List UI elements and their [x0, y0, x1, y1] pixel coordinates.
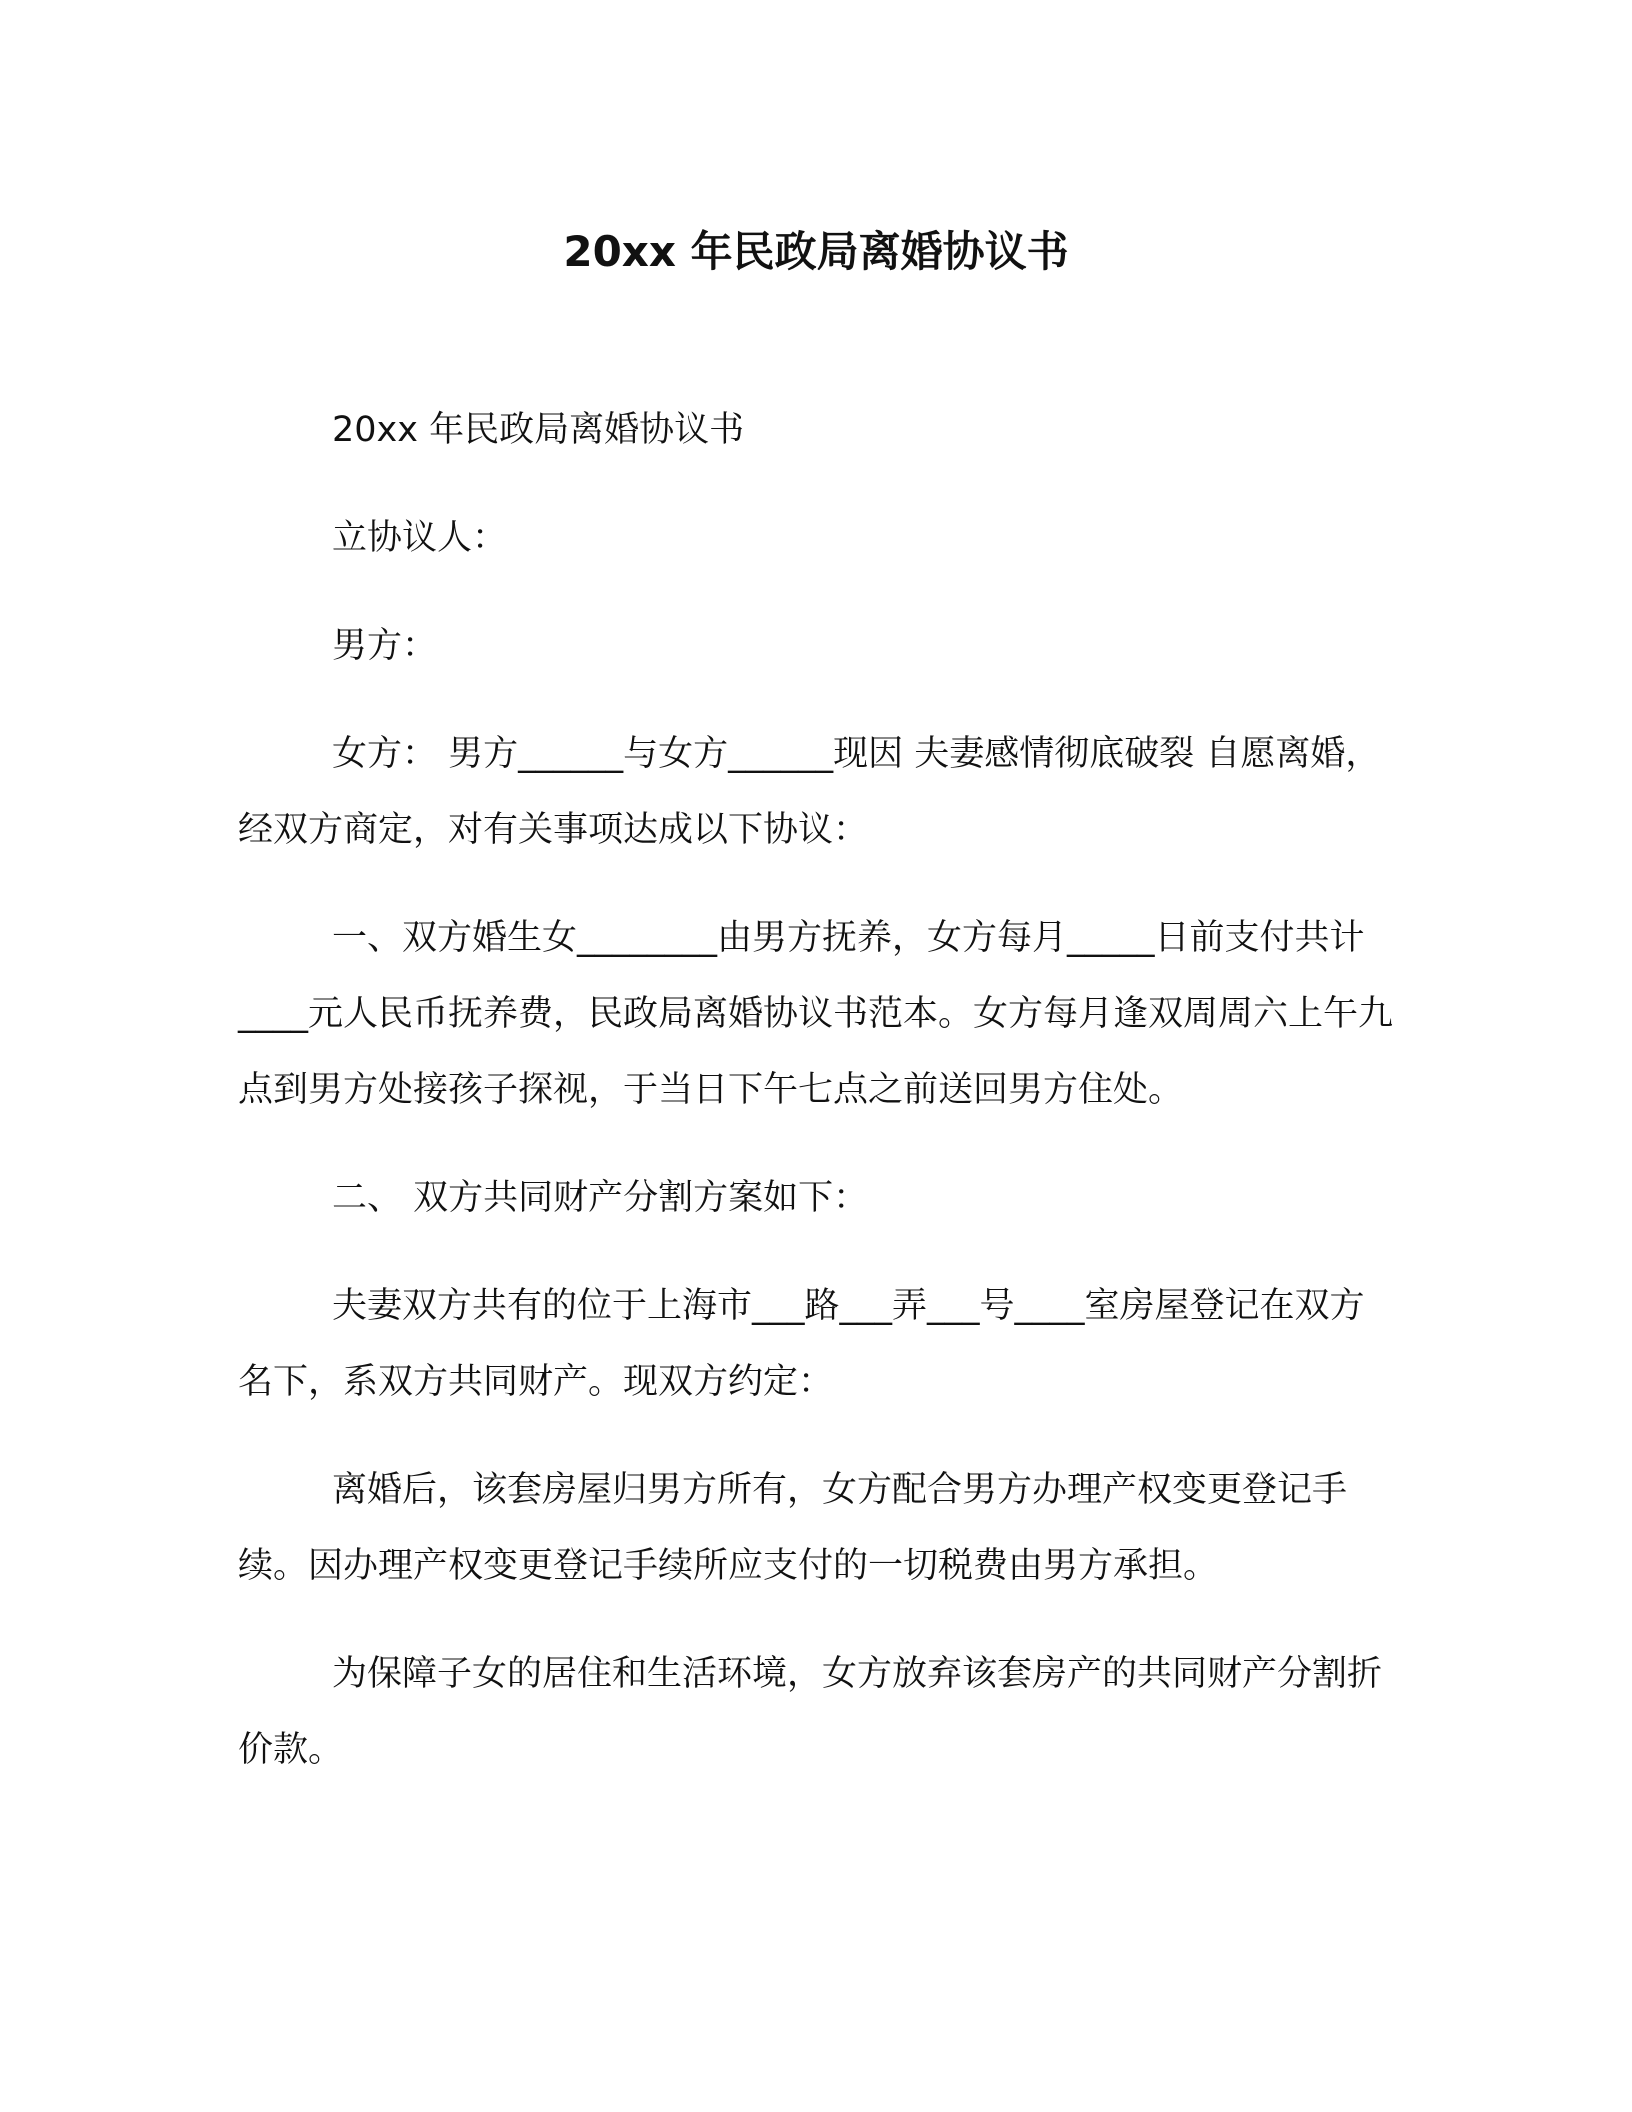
paragraph-clause-child-custody: 一、双方婚生女________由男方抚养，女方每月_____日前支付共计____元人民币抚养费，民政局离婚协议书范本。女方每月逢双周周六上午九点到男方处接孩子探视，于当日下午七点之前送回男方住处。: [238, 918, 1394, 1110]
document-body: [238, 392, 1394, 1788]
paragraph-waiver: 为保障子女的居住和生活环境，女方放弃该套房产的共同财产分割折价款。: [238, 1654, 1383, 1770]
paragraph-house-ownership: 离婚后，该套房屋归男方所有，女方配合男方办理产权变更登记手续。因办理产权变更登记手续所应支付的一切税费由男方承担。: [238, 1470, 1348, 1586]
paragraph-clause-property: 二、 双方共同财产分割方案如下：: [332, 1178, 869, 1218]
paragraph-male-party: 男方：: [332, 626, 438, 666]
paragraph-subtitle: 20xx 年民政局离婚协议书: [332, 410, 745, 450]
paragraph-house-registration: 夫妻双方共有的位于上海市___路___弄___号____室房屋登记在双方名下，系双方共同财产。现双方约定：: [238, 1286, 1365, 1402]
document-title: 20xx 年民政局离婚协议书: [563, 227, 1069, 276]
paragraph-parties-label: 立协议人：: [332, 518, 508, 558]
paragraph-female-party: 女方： 男方______与女方______现因 夫妻感情彻底破裂 自愿离婚，经双方商定，对有关事项达成以下协议：: [238, 734, 1381, 850]
